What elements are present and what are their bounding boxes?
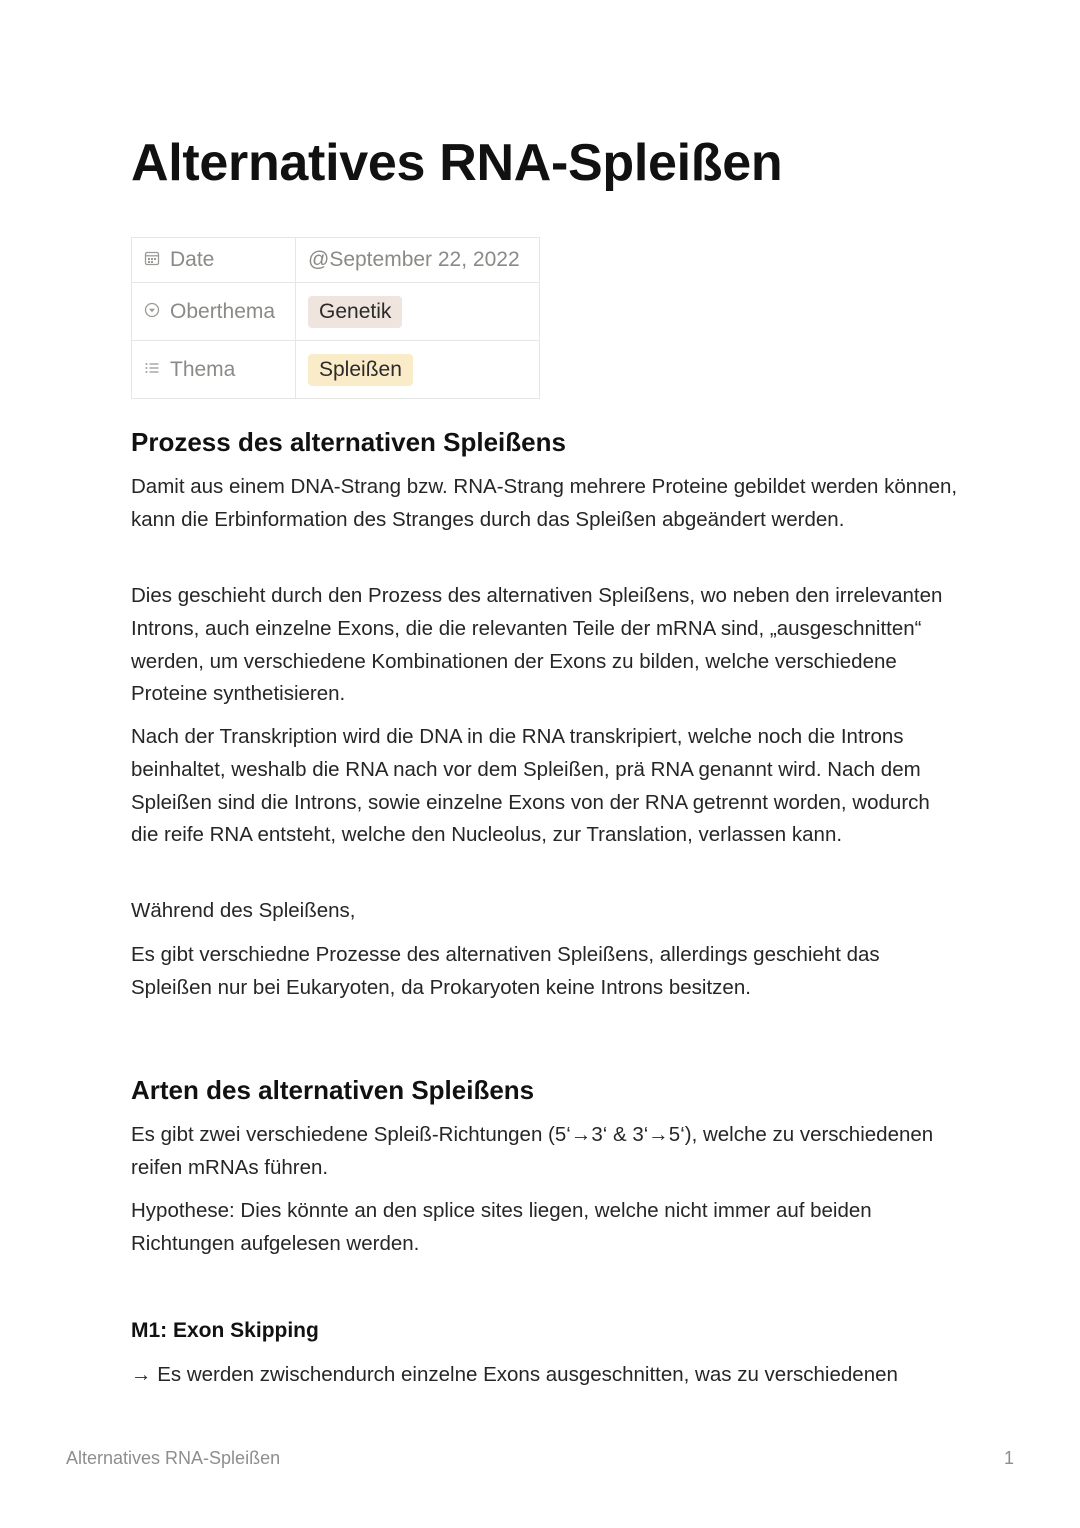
paragraph: Dies geschieht durch den Prozess des alternativen Spleißens, wo neben den irrelevanten Introns, auch einzelne Exons, die die relevanten Teile der mRNA sind, „ausgeschnitten“ werden, um verschiedene Kombinationen der Exons zu bilden, welche verschiedene Proteine synthetisieren. [131,584,943,706]
paragraph: Während des Spleißens, [131,899,356,922]
paragraph: Hypothese: Dies könnte an den splice sites liegen, welche nicht immer auf beiden Richtungen aufgelesen werden. [131,1199,872,1255]
paragraph: Nach der Transkription wird die DNA in die RNA transkripiert, welche noch die Introns beinhaltet, weshalb die RNA nach vor dem Spleißen, prä RNA genannt wird. Nach dem Spleißen sind die Introns, sowie einzelne Exons von der RNA getrennt worden, wodurch die reife RNA entsteht, welche den Nucleolus, zur Translation, verlassen kann. [131,725,930,847]
tag-spleissen[interactable]: Spleißen [308,354,413,386]
tag-genetik[interactable]: Genetik [308,296,402,328]
paragraph: Damit aus einem DNA-Strang bzw. RNA-Strang mehrere Proteine gebildet werden können, kann die Erbinformation des Stranges durch das Spleißen abgeändert werden. [131,475,958,531]
list-icon [144,358,160,382]
section-heading-prozess: Prozess des alternativen Spleißens [131,427,566,457]
paragraph: Es gibt zwei verschiedene Spleiß-Richtungen (5‘→3‘ & 3‘→5‘), welche zu verschiedenen reifen mRNAs führen. [131,1123,934,1179]
page-number: 1 [1003,1448,1014,1468]
properties-table [131,237,540,399]
property-row-oberthema [132,283,540,341]
property-row-date [132,238,540,283]
paragraph: → Es werden zwischendurch einzelne Exons ausgeschnitten, was zu verschiedenen [131,1363,898,1386]
paragraph: Es gibt verschiedne Prozesse des alternativen Spleißens, allerdings geschieht das Spleißen nur bei Eukaryoten, da Prokaryoten keine Introns besitzen. [131,943,880,999]
property-label-date: Date [170,248,215,271]
property-label-oberthema: Oberthema [170,299,276,323]
date-value[interactable]: @September 22, 2022 [308,248,520,271]
footer-title: Alternatives RNA-Spleißen [66,1448,281,1468]
page-title: Alternatives RNA-Spleißen [131,134,783,192]
select-icon [144,300,160,324]
property-label-thema: Thema [170,357,236,381]
section-heading-arten: Arten des alternativen Spleißens [131,1075,535,1105]
subsection-heading-exon-skipping: M1: Exon Skipping [131,1319,319,1342]
calendar-icon [144,248,160,272]
property-row-thema [132,341,540,399]
